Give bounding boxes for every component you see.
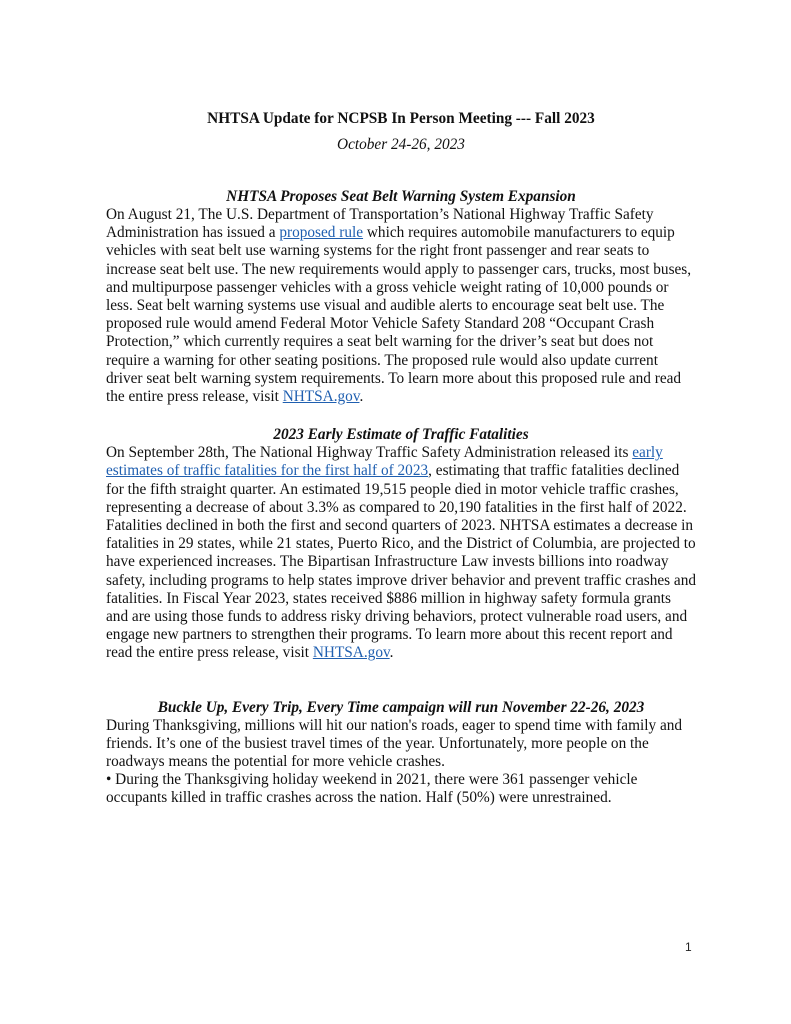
paragraph-text: which requires automobile manufacturers to equip vehicles with seat belt use warning systems for the right front passenger and rear seats to increase seat belt use. The new requirements would apply to passenger cars, trucks, most buses, and multipurpose passenger vehicles with a gross vehicle weight rating of 10,000 pounds or less. Seat belt warning systems use visual and audible alerts to encourage seat belt use. The proposed rule would amend Federal Motor Vehicle Safety Standard 208 “Occupant Crash Protection,” which currently requires a seat belt warning for the driver’s seat but does not require a warning for other seating positions. The proposed rule would also update current driver seat belt warning system requirements. To learn more about this proposed rule and read the entire press release, visit <box>106 224 692 406</box>
section-paragraph-fatalities <box>106 444 696 662</box>
paragraph-text: On August 21, The U.S. Department of Transportation’s National Highway Traffic Safety Administration has issued a <box>106 206 654 242</box>
section-heading-buckle-up: Buckle Up, Every Trip, Every Time campaign will run November 22-26, 2023 <box>157 698 645 716</box>
proposed-rule-link[interactable]: proposed rule <box>279 224 364 242</box>
page-content <box>106 110 696 808</box>
paragraph-text: . <box>389 644 394 662</box>
paragraph-text: , estimating that traffic fatalities declined for the fifth straight quarter. An estimated 19,515 people died in motor vehicle traffic crashes, representing a decrease of about 3.3% as compared to 20,190 fatalities in the first half of 2022. Fatalities declined in both the first and second quarters of 2023. NHTSA estimates a decrease in fatalities in 29 states, while 21 states, Puerto Rico, and the District of Columbia, are projected to have experienced increases. The Bipartisan Infrastructure Law invests billions into roadway safety, including programs to help states improve driver behavior and prevent traffic crashes and fatalities. In Fiscal Year 2023, states received $886 million in highway safety formula grants and are using those funds to address risky driving behaviors, protect vulnerable road users, and engage new partners to strengthen their programs. To learn more about this recent report and read the entire press release, visit <box>106 462 697 662</box>
section-heading-seat-belt: NHTSA Proposes Seat Belt Warning System Expansion <box>226 188 576 205</box>
bullet-item: • During the Thanksgiving holiday weekend in 2021, there were 361 passenger vehicle occupants killed in traffic crashes across the nation. Half (50%) were unrestrained. <box>106 771 638 807</box>
nhtsa-gov-link[interactable]: NHTSA.gov <box>282 388 360 406</box>
page-number: 1 <box>685 940 692 954</box>
section-heading-fatalities: 2023 Early Estimate of Traffic Fatalities <box>273 426 529 444</box>
section-paragraph-seat-belt <box>106 206 696 406</box>
document-date: October 24-26, 2023 <box>337 136 465 153</box>
section-paragraph-buckle-up: During Thanksgiving, millions will hit our nation's roads, eager to spend time with family and friends. It’s one of the busiest travel times of the year. Unfortunately, more people on the roadways means the potential for more vehicle crashes. <box>106 716 683 771</box>
paragraph-text: On September 28th, The National Highway Traffic Safety Administration released its <box>106 444 633 462</box>
early-estimates-link[interactable]: early estimates of traffic fatalities for the first half of 2023 <box>106 444 663 480</box>
nhtsa-gov-link[interactable]: NHTSA.gov <box>312 644 390 662</box>
paragraph-text: . <box>359 388 364 406</box>
document-title: NHTSA Update for NCPSB In Person Meeting --- Fall 2023 <box>207 110 595 127</box>
